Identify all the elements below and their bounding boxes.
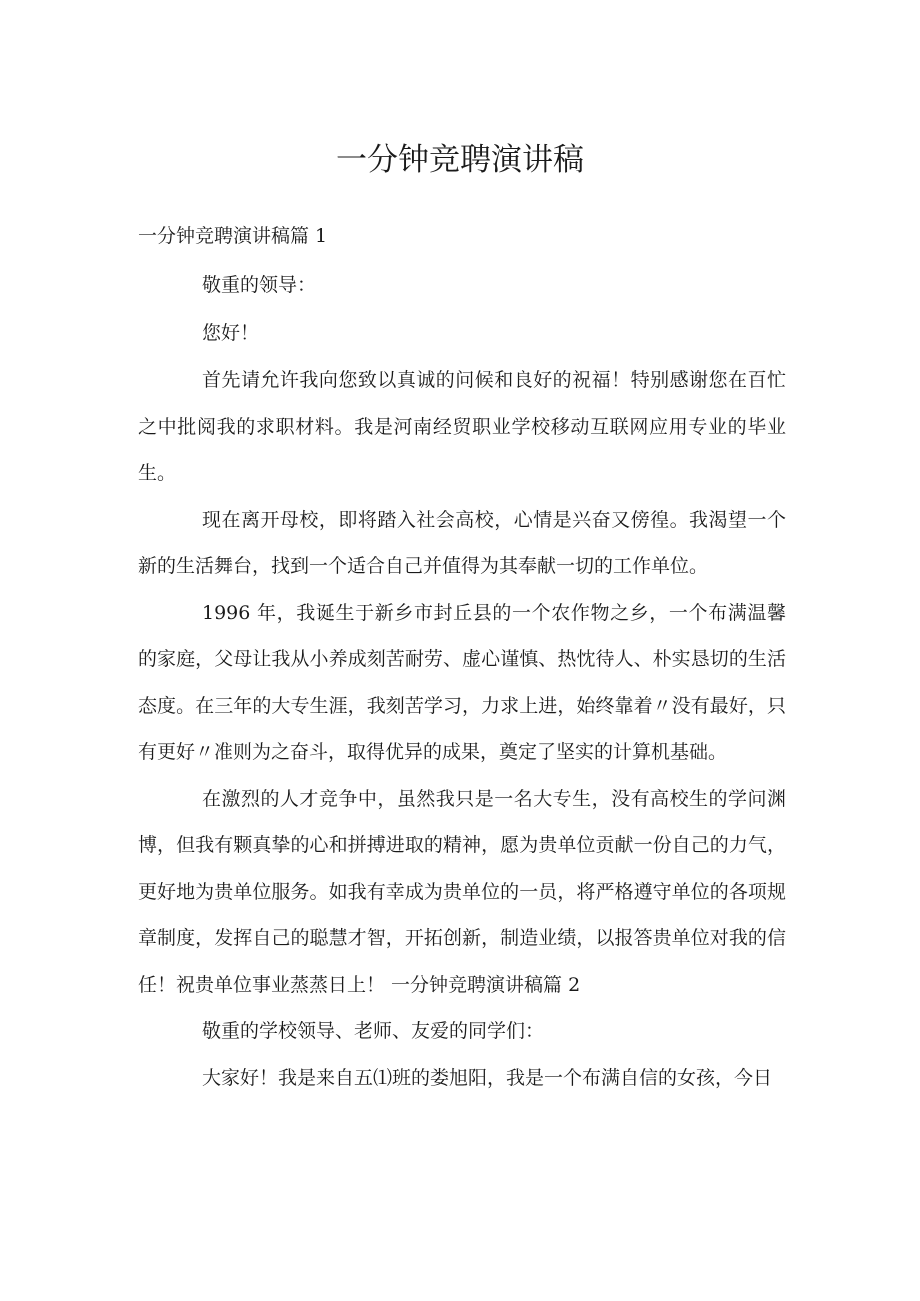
- document-title: 一分钟竞聘演讲稿: [336, 142, 584, 178]
- paragraph-aspiration: 现在离开母校，即将踏入社会高校，心情是兴奋又傍徨。我渴望一个新的生活舞台，找到一个适合自己并值得为其奉献一切的工作单位。: [138, 508, 786, 577]
- section-heading: 一分钟竞聘演讲稿篇 1: [138, 225, 328, 247]
- document-body: [138, 216, 786, 1101]
- paragraph-intro: 首先请允许我向您致以真诚的问候和良好的祝福！特别感谢您在百忙之中批阅我的求职材料。我是河南经贸职业学校移动互联网应用专业的毕业生。: [138, 369, 786, 484]
- paragraph-background: 1996 年，我诞生于新乡市封丘县的一个农作物之乡，一个布满温馨的家庭，父母让我从小养成刻苦耐劳、虚心谨慎、热忱待人、朴实恳切的生活态度。在三年的大专生涯，我刻苦学习，力求上进，始终靠着〃没有最好，只有更好〃准则为之奋斗，取得优异的成果，奠定了坚实的计算机基础。: [138, 601, 786, 763]
- paragraph-self-intro: 大家好！我是来自五⑴班的娄旭阳，我是一个布满自信的女孩，今日: [202, 1066, 773, 1089]
- paragraph-commitment: 在激烈的人才竞争中，虽然我只是一名大专生，没有高校生的学问渊博，但我有颗真挚的心和拼搏进取的精神，愿为贵单位贡献一份自己的力气，更好地为贵单位服务。如我有幸成为贵单位的一员，将严格遵守单位的各项规章制度，发挥自己的聪慧才智，开拓创新，制造业绩，以报答贵单位对我的信任！祝贵单位事业蒸蒸日上！ 一分钟竞聘演讲稿篇 2: [138, 787, 786, 996]
- paragraph-greeting: 您好！: [202, 321, 260, 344]
- paragraph-salutation-2: 敬重的学校领导、老师、友爱的同学们：: [202, 1020, 545, 1042]
- paragraph-salutation: 敬重的领导：: [202, 274, 317, 296]
